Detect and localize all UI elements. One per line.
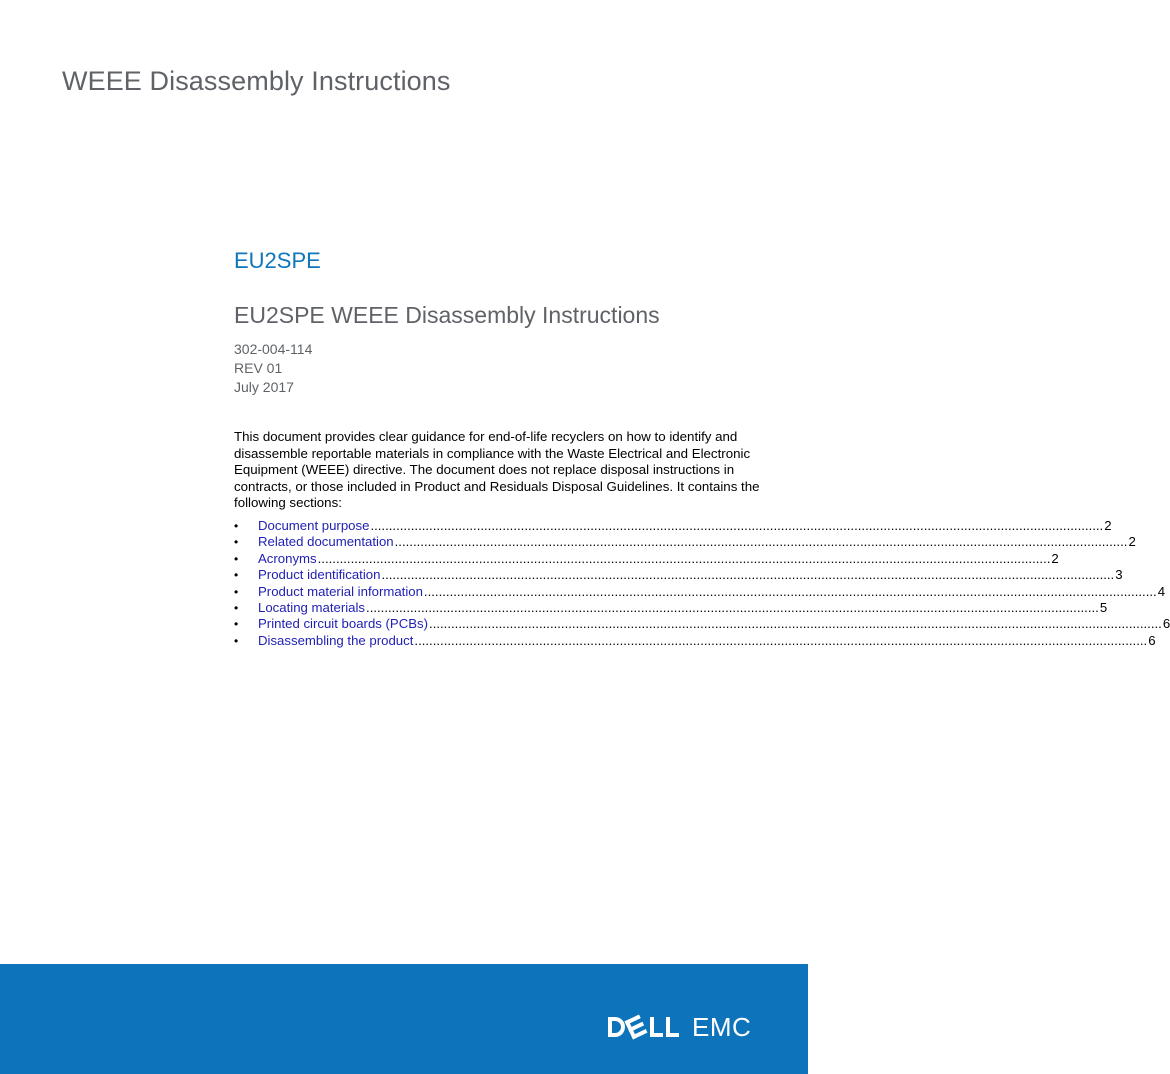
toc-item (234, 616, 1170, 632)
toc-link-locating-materials[interactable]: Locating materials (258, 599, 366, 615)
document-title: EU2SPE WEEE Disassembly Instructions (234, 302, 660, 328)
page-title: WEEE Disassembly Instructions (62, 66, 451, 96)
dell-emc-logo (606, 1012, 751, 1042)
bullet-icon: • (234, 617, 239, 632)
toc-page-number: 3 (1115, 567, 1123, 583)
toc-page-number: 4 (1157, 583, 1166, 599)
toc-link-document-purpose[interactable]: Document purpose (258, 518, 370, 533)
toc-link-acronyms[interactable]: Acronyms (258, 550, 317, 566)
bullet-icon: • (234, 519, 239, 533)
bullet-icon: • (234, 633, 239, 648)
product-name: EU2SPE (234, 248, 321, 273)
bullet-icon: • (234, 568, 239, 583)
bullet-icon: • (234, 551, 239, 566)
toc-item (234, 518, 1112, 534)
toc-page-number: 6 (1148, 632, 1156, 648)
toc-page-number: 2 (1104, 518, 1112, 533)
document-metadata (234, 340, 312, 397)
toc-item (234, 583, 1166, 600)
toc-item (234, 534, 1136, 550)
table-of-contents (234, 518, 1170, 649)
intro-paragraph: This document provides clear guidance for end-of-life recyclers on how to identify and disassemble reportable materials in compliance with the Waste Electrical and Electronic Equipment (WEEE) directive. The document does not replace disposal instructions in contracts, or those included in Product and Residuals Disposal Guidelines. It contains the following sections: (234, 429, 760, 511)
publish-date: July 2017 (234, 379, 294, 395)
toc-item (234, 599, 1108, 616)
toc-page-number: 2 (1051, 550, 1059, 566)
toc-item (234, 567, 1123, 583)
dot-leader: ........................................................................................................................................................................................................ (317, 550, 1051, 566)
toc-page-number: 2 (1128, 534, 1136, 550)
dell-wordmark-icon (606, 1015, 690, 1039)
toc-link-disassembling-the-product[interactable]: Disassembling the product (258, 632, 414, 648)
dot-leader: ........................................................................................................................................................................................................ (381, 567, 1115, 583)
toc-page-number: 5 (1099, 599, 1108, 615)
toc-item (234, 632, 1156, 649)
toc-link-product-identification[interactable]: Product identification (258, 567, 381, 583)
dot-leader: ........................................................................................................................................................................................................ (370, 518, 1104, 533)
toc-item (234, 550, 1059, 567)
bullet-icon: • (234, 584, 239, 599)
bullet-icon: • (234, 535, 239, 550)
dot-leader: ........................................................................................................................................................................................................ (414, 632, 1148, 648)
bullet-icon: • (234, 600, 239, 615)
toc-link-printed-circuit-boards[interactable]: Printed circuit boards (PCBs) (258, 616, 429, 632)
toc-link-product-material-information[interactable]: Product material information (258, 583, 423, 599)
revision: REV 01 (234, 360, 283, 376)
logo-brand (606, 1015, 690, 1039)
dot-leader: ........................................................................................................................................................................................................ (366, 599, 1099, 615)
dot-leader: ........................................................................................................................................................................................................ (429, 616, 1162, 632)
logo-suffix: EMC (692, 1011, 752, 1042)
dot-leader: ........................................................................................................................................................................................................ (423, 583, 1157, 599)
dot-leader: ........................................................................................................................................................................................................ (394, 534, 1128, 550)
toc-page-number: 6 (1162, 616, 1170, 632)
toc-link-related-documentation[interactable]: Related documentation (258, 534, 394, 550)
part-number: 302-004-114 (234, 341, 313, 357)
